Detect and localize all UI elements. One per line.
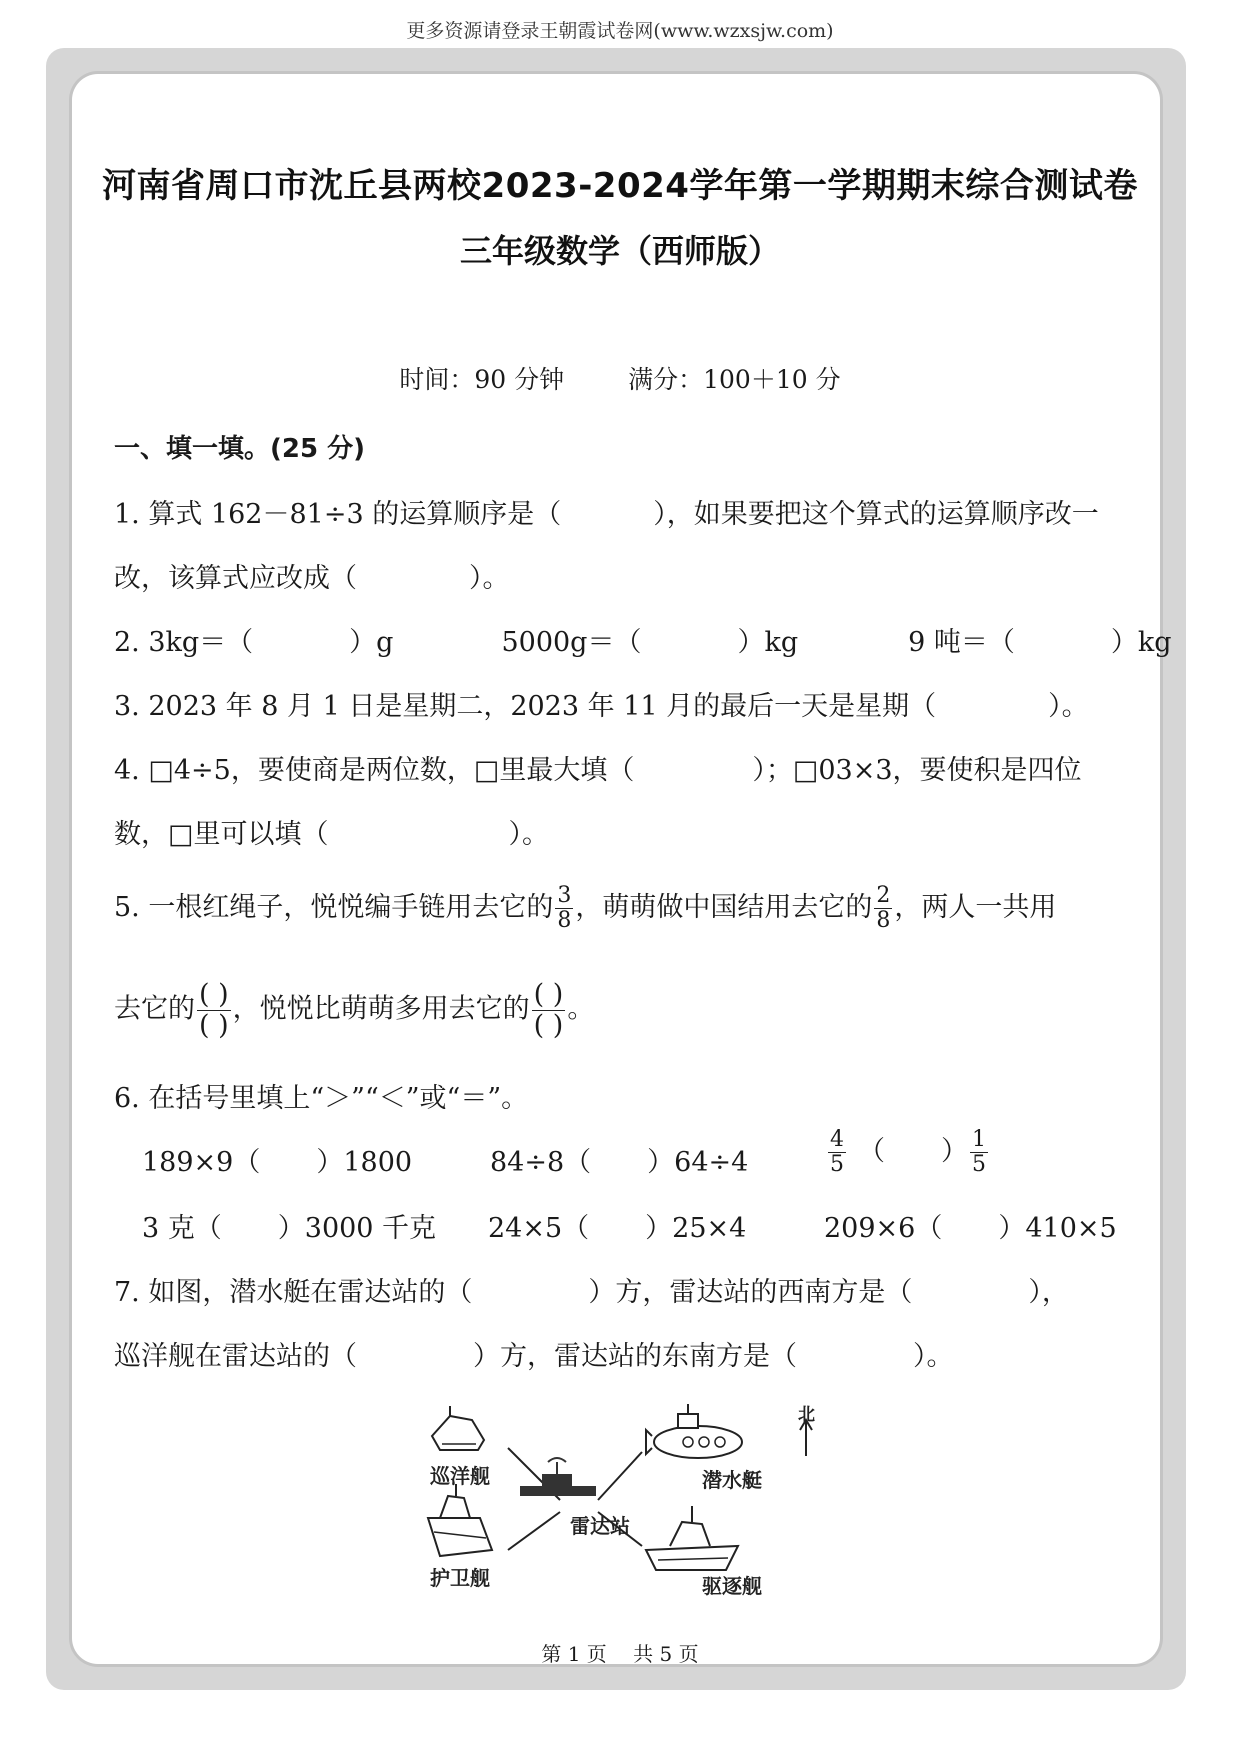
- fraction-2-8: $\frac{2}{8}$: [876, 883, 891, 934]
- north-label: 北: [798, 1405, 815, 1425]
- question-7-line-1: [114, 1270, 1130, 1309]
- q5-text-a: 5. 一根红绳子，悦悦编手链用去它的: [114, 892, 554, 924]
- q4-text-d: ）。: [508, 819, 550, 850]
- question-4-line-2: [114, 812, 1130, 851]
- q5-text-e: ，悦悦比萌萌多用去它的: [232, 993, 530, 1025]
- full-score: 满分：100＋10 分: [628, 365, 841, 394]
- page-footer: [0, 1638, 1240, 1667]
- q7-text-f: ）。: [913, 1341, 954, 1372]
- q3-text-a: 3. 2023 年 8 月 1 日是星期二，2023 年 11 月的最后一天是星期（: [114, 691, 937, 722]
- q4-text-a: 4. □4÷5，要使商是两位数，□里最大填（: [114, 755, 635, 786]
- page-number: 第 1 页: [541, 1642, 607, 1666]
- question-4-line-1: [114, 748, 1130, 787]
- compare-item: 209×6（ ）410×5: [824, 1213, 1117, 1244]
- fraction-4-5: $\frac{4}{5}$: [830, 1127, 844, 1178]
- q1-text-b: ），如果要把这个算式的运算顺序改一: [653, 499, 1099, 530]
- q7-text-e: ）方，雷达站的东南方是（: [473, 1341, 797, 1372]
- destroyer-ship-icon: [646, 1506, 738, 1570]
- question-1-line-1: [114, 492, 1130, 531]
- cruiser-ship-icon: [432, 1406, 484, 1450]
- q7-text-d: 巡洋舰在雷达站的（: [114, 1341, 357, 1372]
- frigate-ship-icon: [428, 1484, 492, 1556]
- q5-text-d: 去它的: [114, 993, 195, 1025]
- compare-item: 189×9（ ）1800: [142, 1147, 413, 1178]
- q5-text-b: ，萌萌做中国结用去它的: [575, 892, 873, 924]
- exam-subtitle: 三年级数学（西师版）: [459, 232, 780, 270]
- source-note: 更多资源请登录王朝霞试卷网(www.wzxsjw.com): [406, 20, 834, 42]
- question-3: [114, 684, 1130, 723]
- frigate-label: 护卫舰: [430, 1566, 490, 1590]
- q2-text-c: 9 吨＝（: [908, 627, 1015, 658]
- question-5-line-1: [114, 884, 1130, 933]
- question-2: [114, 620, 1172, 659]
- page-total: 共 5 页: [633, 1642, 699, 1666]
- cruiser-label: 巡洋舰: [430, 1464, 490, 1488]
- fraction-3-8: $\frac{3}{8}$: [557, 883, 572, 934]
- question-6-head: 6. 在括号里填上“＞”“＜”或“＝”。: [114, 1083, 529, 1114]
- fraction-1-5: $\frac{1}{5}$: [972, 1127, 986, 1178]
- compare-item: $\frac{4}{5}$ （ ） $\frac{1}{5}$: [830, 1127, 986, 1178]
- fraction-answer-blank[interactable]: $\frac{( )}{( )}$: [199, 979, 229, 1041]
- q2-text-b: 5000g＝（: [501, 627, 642, 658]
- destroyer-label: 驱逐舰: [702, 1574, 762, 1598]
- q7-text-b: ）方，雷达站的西南方是（: [588, 1277, 913, 1308]
- time-limit: 时间：90 分钟: [399, 365, 565, 394]
- q1-text-a: 1. 算式 162－81÷3 的运算顺序是（: [114, 499, 562, 530]
- q2-text-a: 2. 3kg＝（: [114, 627, 254, 658]
- question-1-line-2: [114, 556, 1130, 595]
- radar-station-label: 雷达站: [570, 1514, 630, 1538]
- question-7-line-2: [114, 1334, 1130, 1373]
- q1-text-c: 改，该算式应改成（: [114, 563, 357, 594]
- radar-station-icon: [520, 1458, 596, 1496]
- submarine-icon: [646, 1404, 742, 1458]
- q4-text-c: 数，□里可以填（: [114, 819, 329, 850]
- q2-unit-b: ）kg: [737, 627, 799, 658]
- section-heading: 一、填一填。(25 分): [114, 434, 365, 464]
- compare-item: 3 克（ ）3000 千克: [142, 1213, 437, 1244]
- compare-item: 84÷8（ ）64÷4: [490, 1147, 749, 1178]
- submarine-label: 潜水艇: [702, 1468, 762, 1492]
- q4-text-b: ）；□03×3，要使积是四位: [752, 755, 1082, 786]
- question-5-line-2: [114, 980, 1130, 1040]
- q5-text-c: ，两人一共用: [894, 892, 1057, 924]
- q2-unit-a: ）g: [349, 627, 394, 658]
- q2-unit-c: ）kg: [1110, 627, 1172, 658]
- compare-item: 24×5（ ）25×4: [488, 1213, 747, 1244]
- north-arrow-icon: [800, 1420, 812, 1456]
- q1-text-d: ）。: [469, 563, 510, 594]
- exam-meta: [0, 360, 1240, 396]
- direction-diagram: [420, 1400, 840, 1600]
- q3-text-b: ）。: [1048, 691, 1089, 722]
- fraction-answer-blank[interactable]: $\frac{( )}{( )}$: [533, 979, 564, 1041]
- exam-title: 河南省周口市沈丘县两校2023-2024学年第一学期期末综合测试卷: [102, 166, 1138, 206]
- q7-text-c: ），: [1028, 1277, 1069, 1308]
- q7-text-a: 7. 如图，潜水艇在雷达站的（: [114, 1277, 473, 1308]
- q5-text-f: 。: [567, 993, 595, 1025]
